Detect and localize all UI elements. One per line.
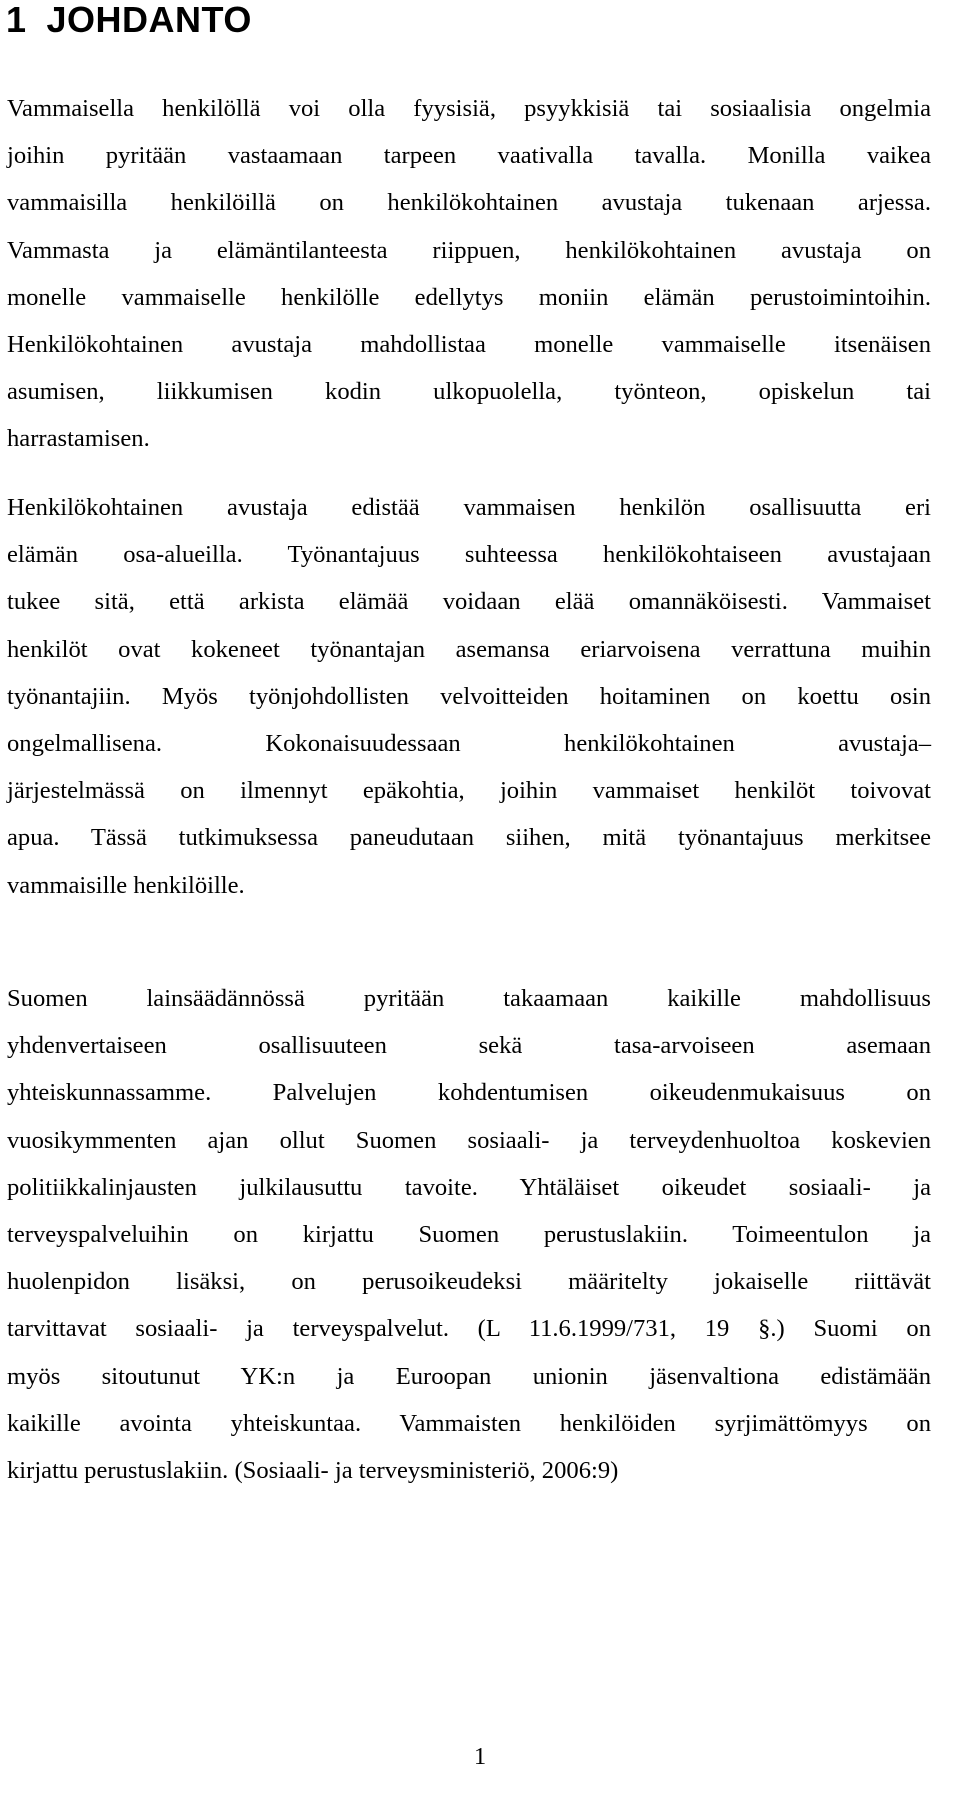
paragraph-line: asumisen, liikkumisen kodin ulkopuolella, työnteon, opiskelun tai [7,378,931,406]
chapter-heading [6,0,252,40]
paragraph-line: henkilöt ovat kokeneet työnantajan asemansa eriarvoisena verrattuna muihin [7,635,931,663]
paragraph-line: yhdenvertaiseen osallisuuteen sekä tasa-arvoiseen asemaan [7,1032,931,1060]
paragraph-line: Henkilökohtainen avustaja edistää vammaisen henkilön osallisuutta eri [7,494,931,521]
paragraph-line: myös sitoutunut YK:n ja Euroopan unionin jäsenvaltiona edistämään [7,1362,931,1390]
paragraph-2 [7,484,931,909]
paragraph-line: järjestelmässä on ilmennyt epäkohtia, joihin vammaiset henkilöt toivovat [7,777,931,805]
page-number: 1 [473,1743,487,1770]
paragraph-line: huolenpidon lisäksi, on perusoikeudeksi määritelty jokaiselle riittävät [7,1268,931,1296]
paragraph-1 [7,85,931,463]
paragraph-line: Vammasta ja elämäntilanteesta riippuen, henkilökohtainen avustaja on [7,236,931,264]
paragraph-line: kaikille avointa yhteiskuntaa. Vammaisten henkilöiden syrjimättömyys on [7,1409,931,1437]
paragraph-line: Vammaisella henkilöllä voi olla fyysisiä, psyykkisiä tai sosiaalisia ongelmia [7,95,931,122]
paragraph-line: Suomen lainsäädännössä pyritään takaamaan kaikille mahdollisuus [7,985,931,1012]
paragraph-line: vammaisille henkilöille. [7,871,245,899]
paragraph-line: apua. Tässä tutkimuksessa paneudutaan siihen, mitä työnantajuus merkitsee [7,824,931,852]
paragraph-line: vuosikymmenten ajan ollut Suomen sosiaali- ja terveydenhuoltoa koskevien [7,1126,931,1154]
paragraph-line: tarvittavat sosiaali- ja terveyspalvelut. (L 11.6.1999/731, 19 §.) Suomi on [7,1315,931,1343]
chapter-number: 1 [6,0,27,40]
paragraph-line: työnantajiin. Myös työnjohdollisten velvoitteiden hoitaminen on koettu osin [7,682,931,710]
chapter-title: JOHDANTO [46,0,252,40]
paragraph-line: joihin pyritään vastaamaan tarpeen vaativalla tavalla. Monilla vaikea [7,142,931,170]
paragraph-line: kirjattu perustuslakiin. (Sosiaali- ja terveysministeriö, 2006:9) [7,1456,619,1484]
paragraph-line: elämän osa-alueilla. Työnantajuus suhteessa henkilökohtaiseen avustajaan [7,541,931,569]
paragraph-line: tukee sitä, että arkista elämää voidaan elää omannäköisesti. Vammaiset [7,588,931,616]
paragraph-3 [7,975,931,1494]
paragraph-line: Henkilökohtainen avustaja mahdollistaa monelle vammaiselle itsenäisen [7,330,931,358]
paragraph-line: terveyspalveluihin on kirjattu Suomen perustuslakiin. Toimeentulon ja [7,1220,931,1248]
paragraph-line: harrastamisen. [7,425,150,453]
paragraph-line: monelle vammaiselle henkilölle edellytys moniin elämän perustoimintoihin. [7,283,931,311]
paragraph-line: ongelmallisena. Kokonaisuudessaan henkilökohtainen avustaja– [7,729,931,757]
paragraph-line: politiikkalinjausten julkilausuttu tavoite. Yhtäläiset oikeudet sosiaali- ja [7,1173,931,1201]
paragraph-line: vammaisilla henkilöillä on henkilökohtainen avustaja tukenaan arjessa. [7,189,931,217]
paragraph-line: yhteiskunnassamme. Palvelujen kohdentumisen oikeudenmukaisuus on [7,1079,931,1107]
